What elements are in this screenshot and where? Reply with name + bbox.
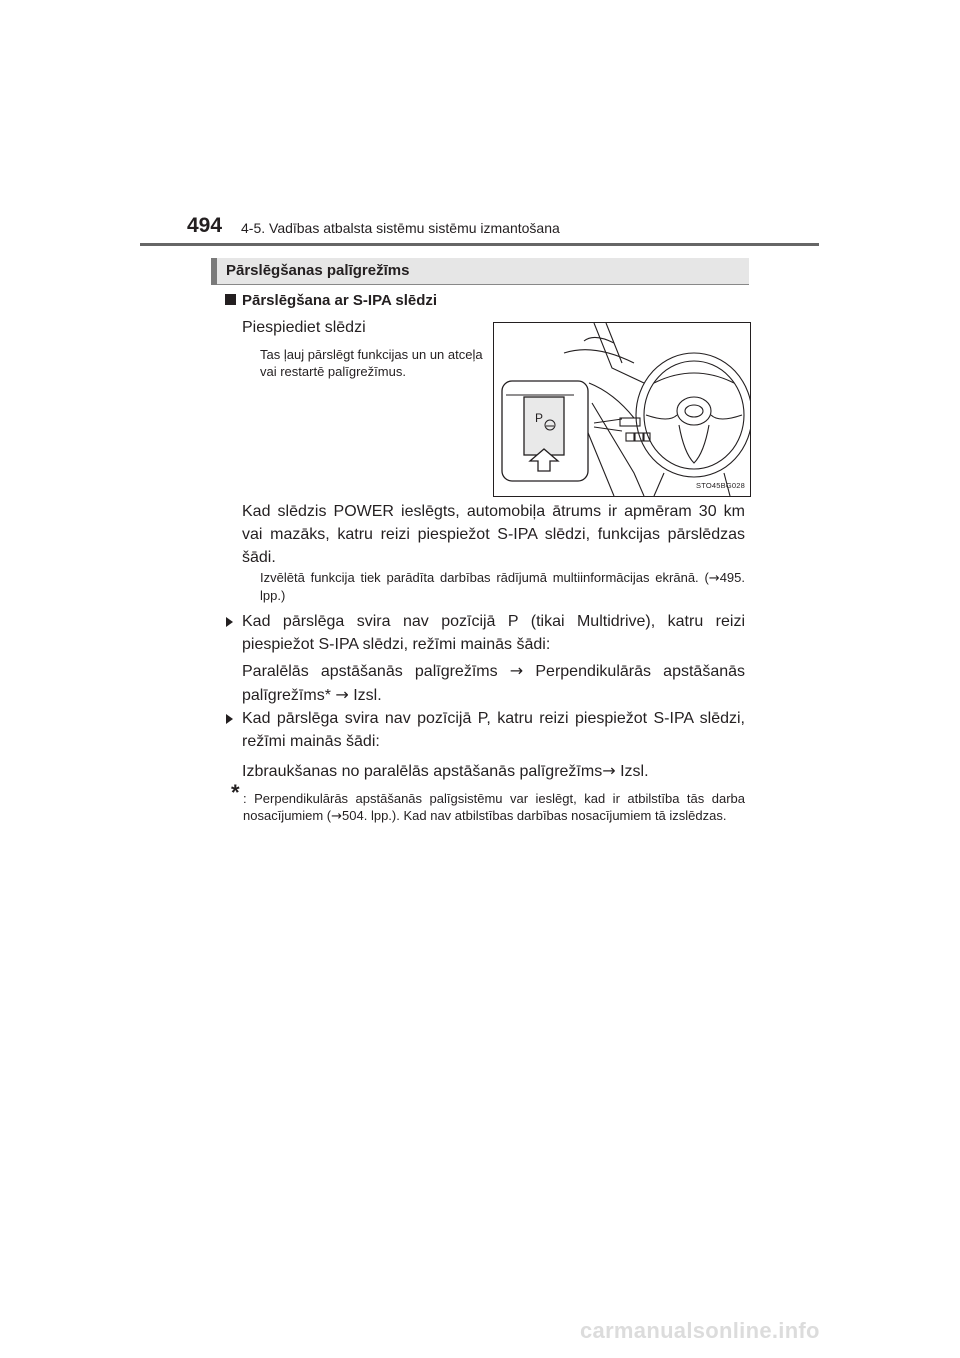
- subsection-title: Pārslēgšana ar S-IPA slēdzi: [242, 292, 438, 309]
- footnote: [243, 790, 745, 825]
- display-note: [260, 569, 745, 604]
- step-instruction: Piespiediet slēdzi: [242, 319, 366, 336]
- steering-wheel-switch-drawing: [494, 323, 750, 496]
- section-heading-bar: [211, 258, 749, 285]
- mode-c: Izsl.: [620, 763, 649, 780]
- section-title: Pārslēgšanas palīgrežīms: [226, 262, 410, 279]
- footnote-tail: 504. lpp.). Kad nav atbilstības darbības nosacījumiem tā izslēdzas.: [342, 808, 727, 823]
- dashboard-illustration: [493, 322, 751, 497]
- mode-c: Izsl.: [353, 687, 382, 704]
- triangle-bullet-icon: [226, 714, 233, 724]
- mode-b: Perpendikulārās apstāšanās palīgrežīms*: [242, 663, 746, 704]
- display-note-prefix: Izvēlētā funkcija tiek parādīta darbības rādījumā multiinformācijas ekrānā. (: [260, 570, 709, 585]
- mode-sequence: [242, 659, 745, 707]
- arrow-icon: →: [602, 761, 616, 780]
- bullet-text: Kad pārslēga svira nav pozīcijā P, katru reizi piespiežot S-IPA slēdzi, režīmi mainās šādi:: [242, 710, 745, 750]
- arrow-icon: →: [708, 571, 720, 586]
- chapter-title: 4-5. Vadības atbalsta sistēmu sistēmu izmantošana: [241, 220, 560, 236]
- footnote-lead: : Perpendikulārās apstāšanās palīgsistēmu var ieslēgt, kad ir atbilstība tās darba nosacījumiem (: [243, 791, 745, 823]
- page-number: 494: [187, 214, 223, 237]
- footnote-star: *: [231, 780, 240, 805]
- mode-a: Izbraukšanas no paralēlās apstāšanās palīgrežīms: [242, 763, 603, 780]
- mode-a: Paralēlās apstāšanās palīgrežīms: [242, 663, 498, 680]
- figure-code: STO45BG028: [696, 481, 745, 490]
- arrow-icon: →: [331, 809, 343, 824]
- square-bullet-icon: [225, 294, 236, 305]
- mode-sequence: [242, 759, 745, 783]
- watermark: carmanualsonline.info: [580, 1318, 820, 1343]
- arrow-icon: →: [509, 661, 524, 680]
- bullet-text: Kad pārslēga svira nav pozīcijā P (tikai Multidrive), katru reizi piespiežot S-IPA slēdzi, režīmi mainās šādi:: [242, 613, 745, 653]
- step-note: Tas ļauj pārslēgt funkcijas un un atceļa vai restartē palīgrežīmus.: [260, 347, 483, 379]
- arrow-icon: →: [335, 685, 349, 704]
- display-note-suffix: 495. lpp.): [260, 570, 745, 603]
- switch-letter: P: [535, 411, 544, 425]
- section-accent: [211, 258, 217, 285]
- header-divider: [140, 243, 819, 246]
- main-paragraph: Kad slēdzis POWER ieslēgts, automobiļa ātrums ir apmēram 30 km vai mazāks, katru reizi piespiežot S-IPA slēdzi, funkcijas pārslēdzas šādi.: [242, 503, 745, 566]
- subsection-heading: [225, 292, 437, 309]
- triangle-bullet-icon: [226, 617, 233, 627]
